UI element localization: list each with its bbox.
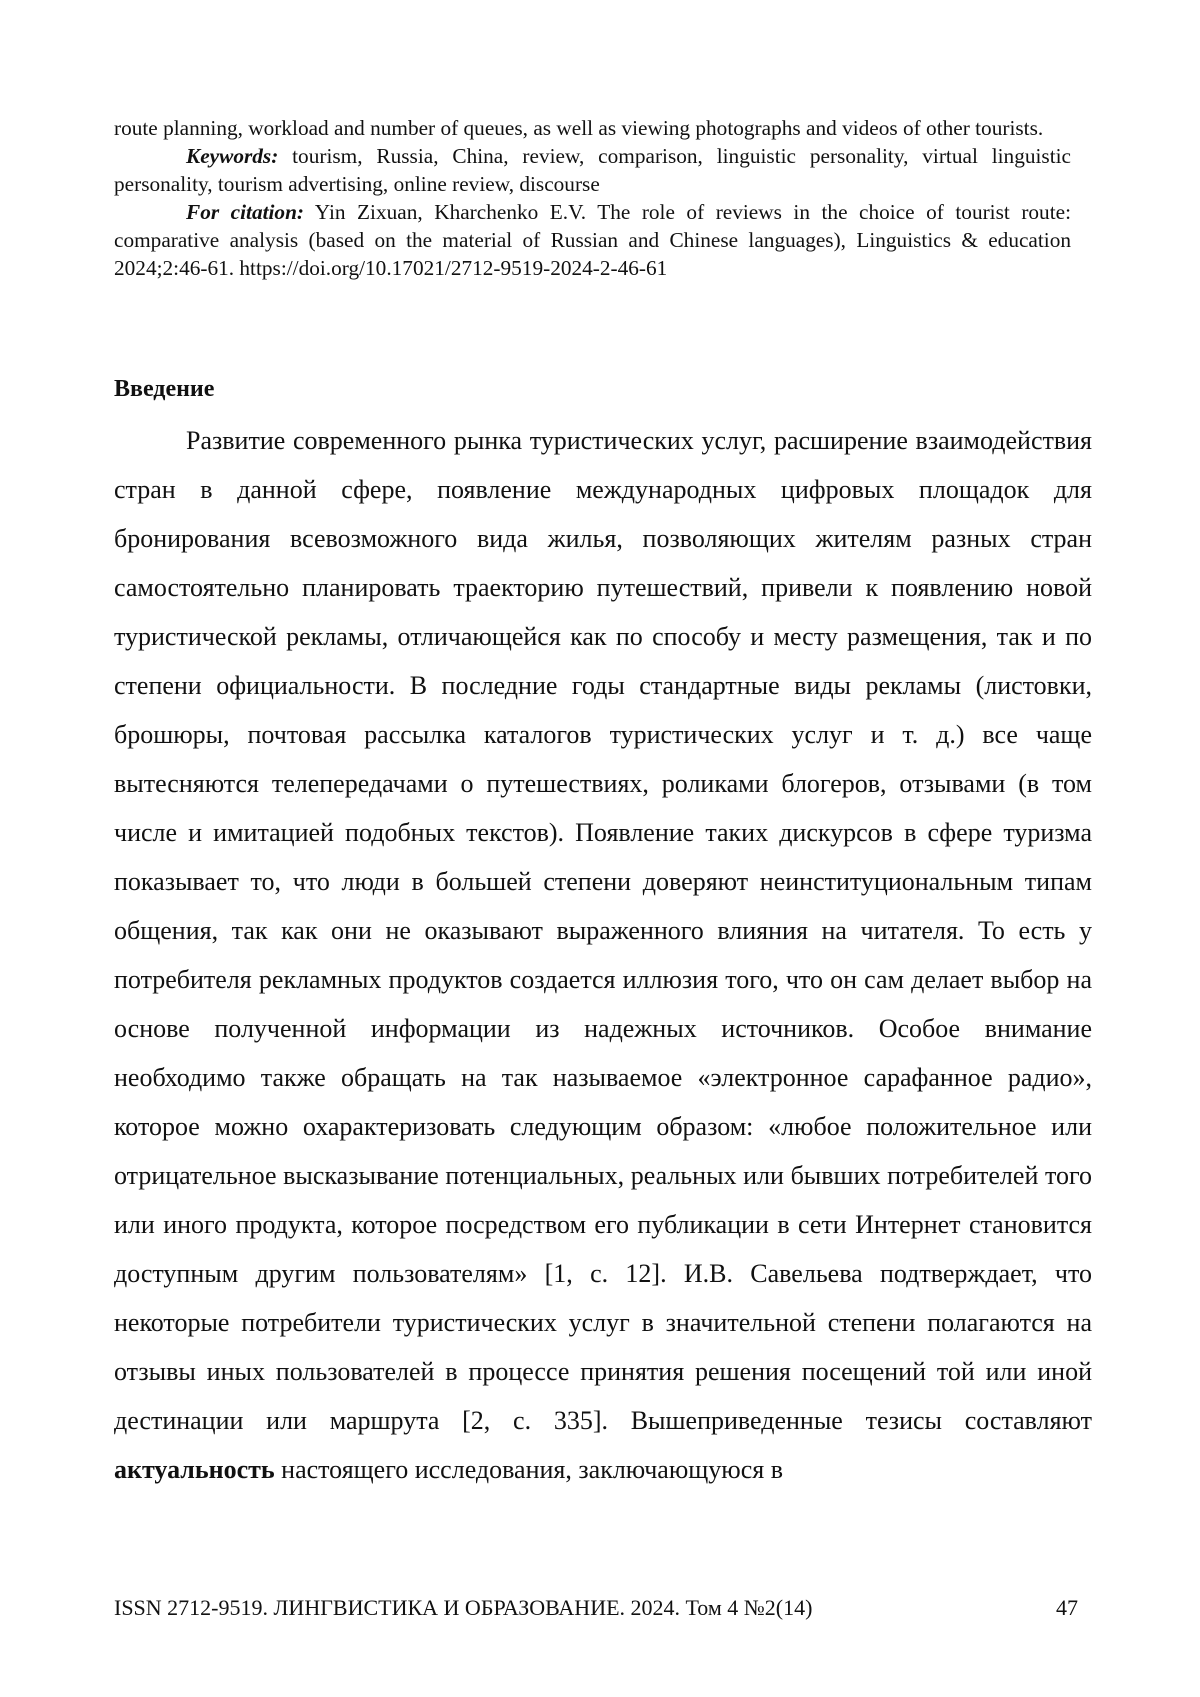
introduction-text-continued: настоящего исследования, заключающуюся в [281,1455,783,1484]
introduction-text: Развитие современного рынка туристических услуг, расширение взаимодействия стран в данной сфере, появление международных цифровых площадок для бронирования всевозможного вида жилья, позволяющих жителям разных стран самостоятельно планировать траекторию путешествий, привели к появлению новой туристической рекламы, отличающейся как по способу и месту размещения, так и по степени официальности. В последние годы стандартные виды рекламы (листовки, брошюры, почтовая рассылка каталогов туристических услуг и т. д.) все чаще вытесняются телепередачами о путешествиях, роликами блогеров, отзывами (в том числе и имитацией подобных текстов). Появление таких дискурсов в сфере туризма показывает то, что люди в большей степени доверяют неинституциональным типам общения, так как они не оказывают выраженного влияния на читателя. То есть у потребителя рекламных продуктов создается иллюзия того, что он сам делает выбор на основе полученной информации из надежных источников. Особое внимание необходимо также обращать на так называемое «электронное сарафанное радио», которое можно охарактеризовать следующим образом: «любое положительное или отрицательное высказывание потенциальных, реальных или бывших потребителей того или иного продукта, которое посредством его публикации в сети Интернет становится доступным другим пользователям» [1, с. 12]. И.В. Савельева подтверждает, что некоторые потребители туристических услуг в значительной степени полагаются на отзывы иных пользователей в процессе принятия решения посещений той или иной дестинации или маршрута [2, с. 335]. Вышеприведенные тезисы составляют [114,426,1092,1435]
journal-info: ISSN 2712-9519. ЛИНГВИСТИКА И ОБРАЗОВАНИЕ. 2024. Том 4 №2(14) [114,1595,813,1620]
introduction-paragraph [114,416,1092,1494]
section-heading-introduction: Введение [114,376,215,402]
citation-text: Yin Zixuan, Kharchenko E.V. The role of reviews in the choice of tourist route: comparative analysis (based on the material of Russian and Chinese languages), Linguistics & education 2024;2:46-61. https://doi.org/10.17021/2712-9519-2024-2-46-61 [114,200,1071,280]
page-number: 47 [1056,1595,1078,1620]
relevance-term: актуальность [114,1455,275,1484]
abstract-block [114,114,1071,282]
keywords-text: tourism, Russia, China, review, comparison, linguistic personality, virtual linguistic personality, tourism advertising, online review, discourse [114,144,1071,196]
citation-label: For citation: [186,200,305,224]
keywords-label: Keywords: [186,144,279,168]
keywords-paragraph [114,142,1071,198]
abstract-continuation: route planning, workload and number of queues, as well as viewing photographs and videos of other tourists. [114,116,1044,140]
citation-paragraph [114,198,1071,282]
